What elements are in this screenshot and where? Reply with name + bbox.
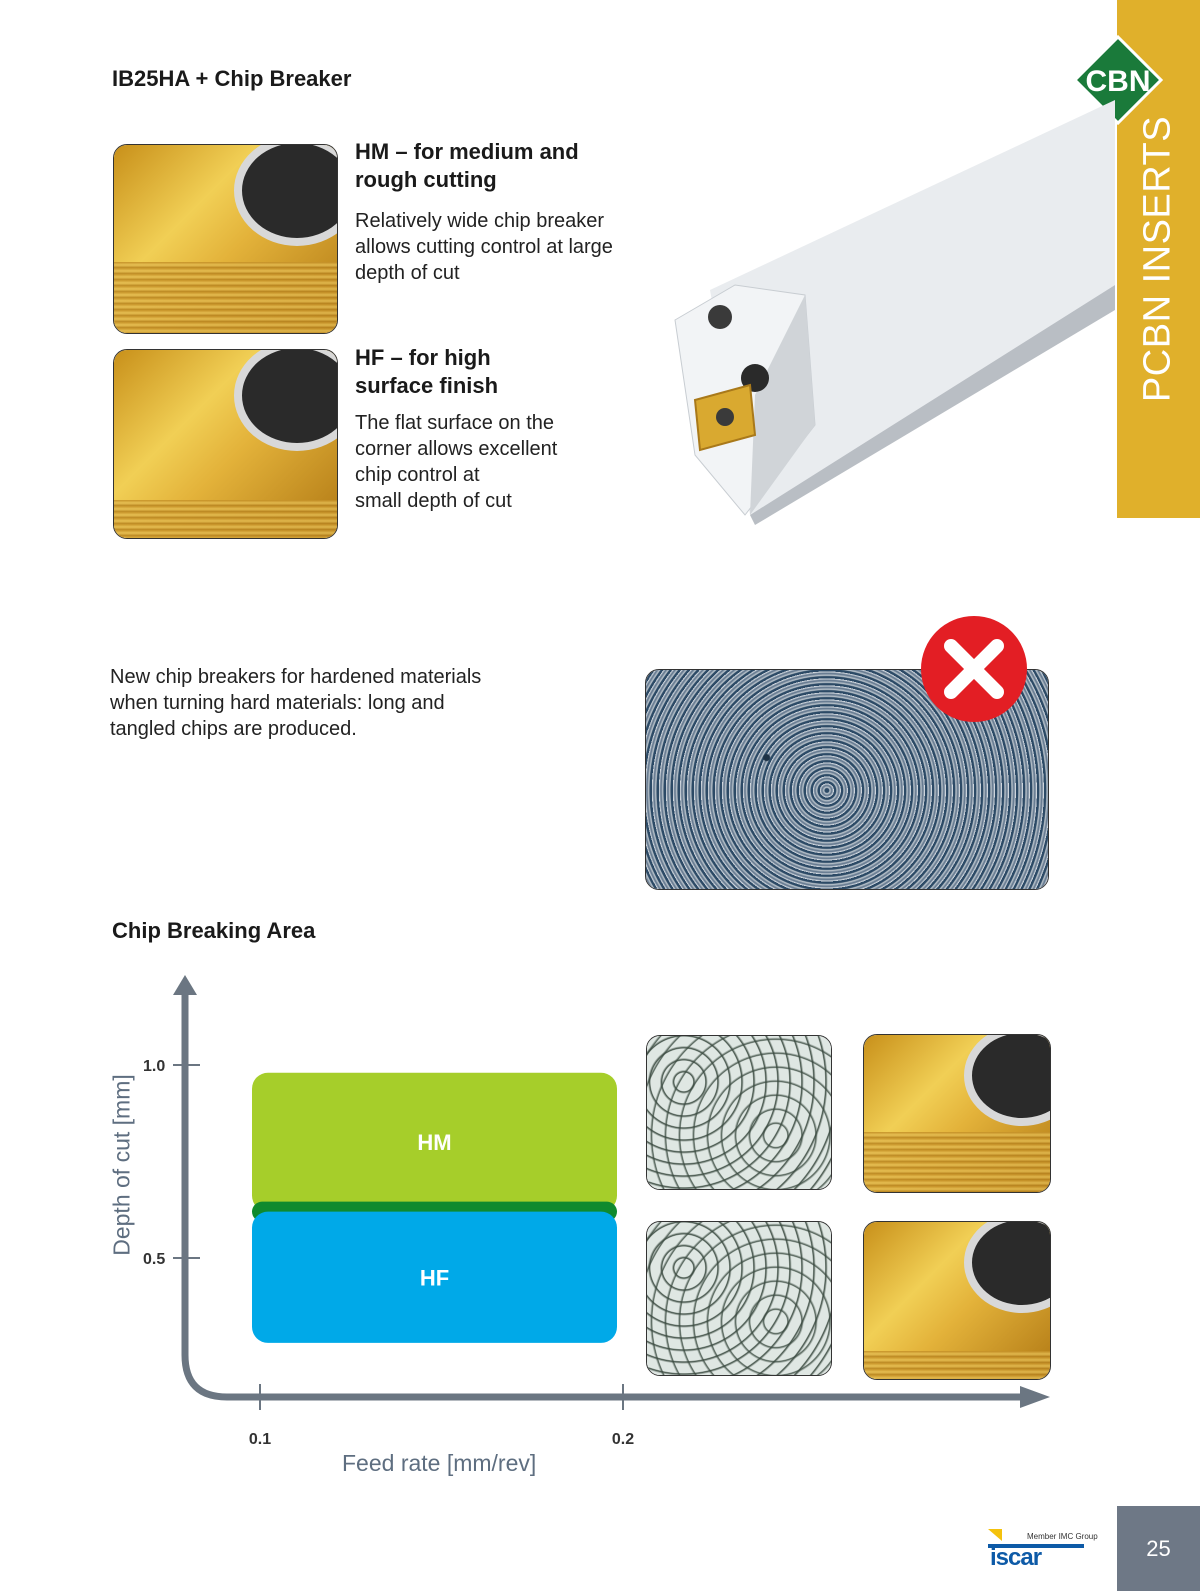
region-label-hm: HM	[417, 1130, 452, 1156]
hm-insert-thumb	[863, 1034, 1051, 1193]
hf-desc-line: corner allows excellent	[355, 438, 558, 460]
hf-title-line2: surface finish	[355, 373, 499, 398]
x-axis-title: Feed rate [mm/rev]	[342, 1450, 537, 1476]
intro-line: when turning hard materials: long and	[110, 692, 445, 714]
hm-chips-image	[646, 1035, 832, 1190]
y-axis-title: Depth of cut [mm]	[108, 1074, 135, 1256]
x-tick-label: 0.1	[248, 1431, 272, 1448]
cbn-badge-text: CBN	[1085, 65, 1151, 98]
logo-tagline: Member IMC Group	[1027, 1532, 1098, 1541]
hm-desc-line: depth of cut	[355, 262, 460, 284]
hf-title-line1: HF – for high	[355, 345, 491, 370]
hm-title-line2: rough cutting	[355, 167, 497, 192]
intro-line: tangled chips are produced.	[110, 718, 357, 740]
hf-desc-line: small depth of cut	[355, 490, 512, 512]
y-axis-arrow	[173, 975, 197, 995]
page-title: IB25HA + Chip Breaker	[112, 66, 352, 91]
hf-desc-line: chip control at	[355, 464, 480, 486]
side-tab-label: PCBN INSERTS	[1136, 115, 1179, 403]
hf-chips-image	[646, 1221, 832, 1376]
region-label-hf: HF	[419, 1265, 450, 1291]
iscar-logo	[988, 1527, 1088, 1567]
hm-desc-line: Relatively wide chip breaker	[355, 210, 605, 232]
section-title-chip-breaking-area: Chip Breaking Area	[112, 918, 316, 943]
page-number: 25	[1146, 1536, 1171, 1561]
hm-title-line1: HM – for medium and	[355, 139, 579, 164]
hf-desc-line: The flat surface on the	[355, 412, 555, 434]
hf-insert-thumb	[863, 1221, 1051, 1380]
iscar-logo-text: iscar	[990, 1544, 1042, 1567]
hm-desc-line: allows cutting control at large	[355, 236, 613, 258]
y-tick-label: 1.0	[143, 1058, 166, 1075]
y-tick-label: 0.5	[143, 1251, 166, 1268]
intro-line: New chip breakers for hardened materials	[110, 666, 482, 688]
page-number-box	[1117, 1506, 1200, 1591]
x-axis-arrow	[1020, 1386, 1050, 1408]
x-tick-label: 0.2	[611, 1431, 635, 1448]
